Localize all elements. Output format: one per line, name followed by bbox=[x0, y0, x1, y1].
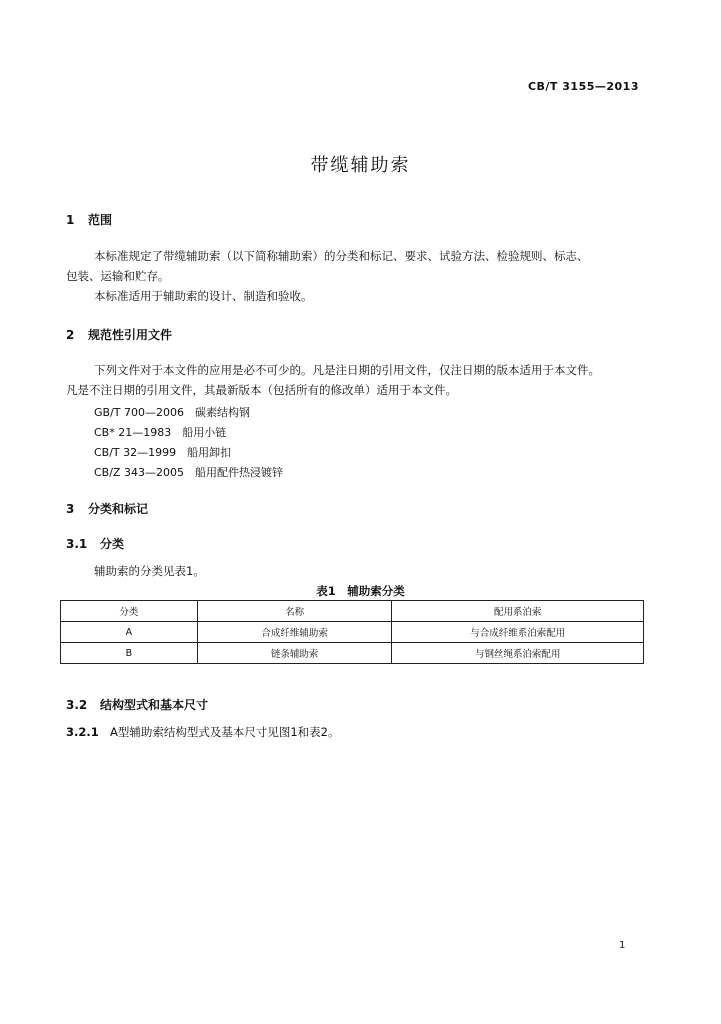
section-2-para-line2: 凡是不注日期的引用文件，其最新版本（包括所有的修改单）适用于本文件。 bbox=[66, 383, 457, 397]
table-1 bbox=[60, 600, 644, 664]
table-cell: 与钢丝绳系泊索配用 bbox=[392, 643, 644, 664]
section-3-2-heading bbox=[66, 696, 208, 713]
table-1-caption: 表1 辅助索分类 bbox=[316, 584, 405, 598]
section-2-para-line1: 下列文件对于本文件的应用是必不可少的。凡是注日期的引用文件，仅注日期的版本适用于本文件。 bbox=[94, 363, 600, 377]
section-3-2-1-number: 3.2.1 bbox=[66, 725, 99, 739]
section-2-number: 2 bbox=[66, 328, 75, 342]
table-header-cell: 配用系泊索 bbox=[392, 601, 644, 622]
section-3-2-1-text: A型辅助索结构型式及基本尺寸见图1和表2。 bbox=[110, 725, 340, 739]
reference-item: CB/T 32—1999 船用卸扣 bbox=[94, 446, 232, 459]
table-cell: 链条辅助索 bbox=[197, 643, 392, 664]
section-3-title: 分类和标记 bbox=[88, 502, 149, 516]
reference-item: CB* 21—1983 船用小链 bbox=[94, 426, 227, 439]
section-3-heading bbox=[66, 500, 148, 517]
section-3-1-heading bbox=[66, 535, 124, 552]
table-row bbox=[61, 622, 644, 643]
section-1-heading bbox=[66, 211, 112, 228]
section-1-title: 范围 bbox=[88, 213, 113, 227]
section-3-1-title: 分类 bbox=[100, 537, 125, 551]
section-1-number: 1 bbox=[66, 213, 75, 227]
table-header-cell: 名称 bbox=[197, 601, 392, 622]
section-3-2-title: 结构型式和基本尺寸 bbox=[100, 698, 209, 712]
page-number: 1 bbox=[619, 940, 626, 951]
section-3-1-number: 3.1 bbox=[66, 537, 88, 551]
section-2-title: 规范性引用文件 bbox=[88, 328, 173, 342]
table-cell: B bbox=[61, 643, 198, 664]
table-header-row bbox=[61, 601, 644, 622]
section-3-1-para: 辅助索的分类见表1。 bbox=[94, 564, 205, 578]
table-cell: 合成纤维辅助索 bbox=[197, 622, 392, 643]
section-3-2-1-line bbox=[66, 722, 340, 743]
reference-item: GB/T 700—2006 碳素结构钢 bbox=[94, 406, 250, 419]
section-3-number: 3 bbox=[66, 502, 75, 516]
reference-item: CB/Z 343—2005 船用配件热浸镀锌 bbox=[94, 466, 283, 479]
section-3-2-number: 3.2 bbox=[66, 698, 88, 712]
section-1-para1-line1: 本标准规定了带缆辅助索（以下简称辅助索）的分类和标记、要求、试验方法、检验规则、标志、 bbox=[94, 249, 589, 263]
standard-code: CB/T 3155—2013 bbox=[527, 80, 639, 93]
table-cell: A bbox=[61, 622, 198, 643]
page-title: 带缆辅助索 bbox=[310, 155, 411, 176]
section-2-heading bbox=[66, 326, 172, 343]
section-1-para1-line2: 包装、运输和贮存。 bbox=[66, 269, 170, 283]
table-cell: 与合成纤维系泊索配用 bbox=[392, 622, 644, 643]
table-row bbox=[61, 643, 644, 664]
table-header-cell: 分类 bbox=[61, 601, 198, 622]
section-1-para2: 本标准适用于辅助索的设计、制造和验收。 bbox=[94, 289, 313, 303]
